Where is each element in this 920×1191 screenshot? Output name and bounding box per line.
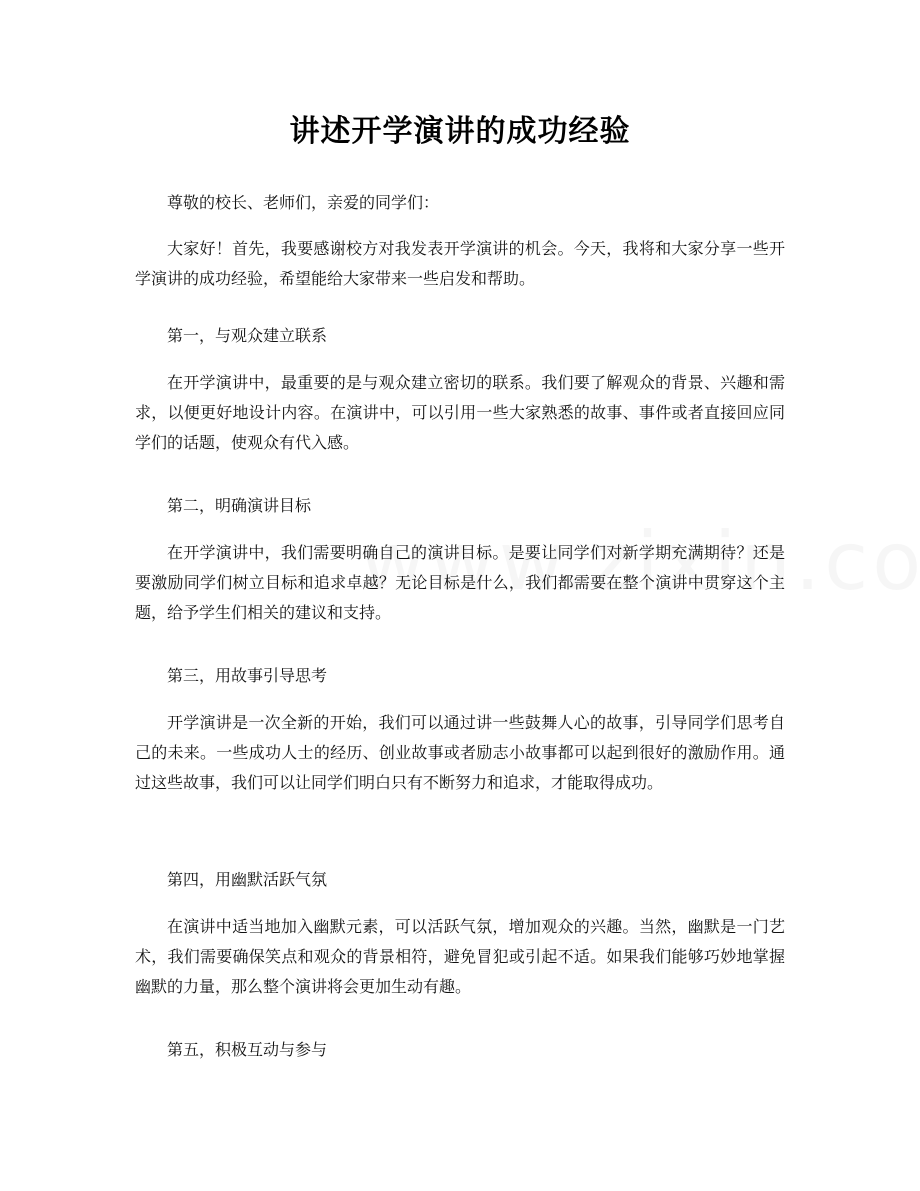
salutation: 尊敬的校长、老师们，亲爱的同学们： [167, 193, 440, 212]
section-heading-5: 第五，积极互动与参与 [167, 1040, 328, 1059]
paragraph-3: 开学演讲是一次全新的开始，我们可以通过讲一些鼓舞人心的故事，引导同学们思考自己的未来。一些成功人士的经历、创业故事或者励志小故事都可以起到很好的激励作用。通过这些故事，我们可以让同学们明白只有不断努力和追求，才能取得成功。 [135, 713, 785, 792]
section-heading-2: 第二，明确演讲目标 [167, 496, 312, 515]
document-title: 讲述开学演讲的成功经验 [289, 114, 631, 149]
paragraph-4: 在演讲中适当地加入幽默元素，可以活跃气氛，增加观众的兴趣。当然，幽默是一门艺术，我们需要确保笑点和观众的背景相符，避免冒犯或引起不适。如果我们能够巧妙地掌握幽默的力量，那么整个演讲将会更加生动有趣。 [135, 917, 785, 996]
section-heading-3: 第三，用故事引导思考 [167, 666, 328, 685]
section-heading-4: 第四，用幽默活跃气氛 [167, 870, 328, 889]
section-heading-1: 第一，与观众建立联系 [167, 326, 328, 345]
paragraph-2: 在开学演讲中，我们需要明确自己的演讲目标。是要让同学们对新学期充满期待？还是要激励同学们树立目标和追求卓越？无论目标是什么，我们都需要在整个演讲中贯穿这个主题，给予学生们相关的建议和支持。 [135, 543, 785, 622]
paragraph-intro: 大家好！首先，我要感谢校方对我发表开学演讲的机会。今天，我将和大家分享一些开学演讲的成功经验，希望能给大家带来一些启发和帮助。 [135, 239, 785, 288]
paragraph-1: 在开学演讲中，最重要的是与观众建立密切的联系。我们要了解观众的背景、兴趣和需求，以便更好地设计内容。在演讲中，可以引用一些大家熟悉的故事、事件或者直接回应同学们的话题，使观众有代入感。 [135, 373, 785, 452]
